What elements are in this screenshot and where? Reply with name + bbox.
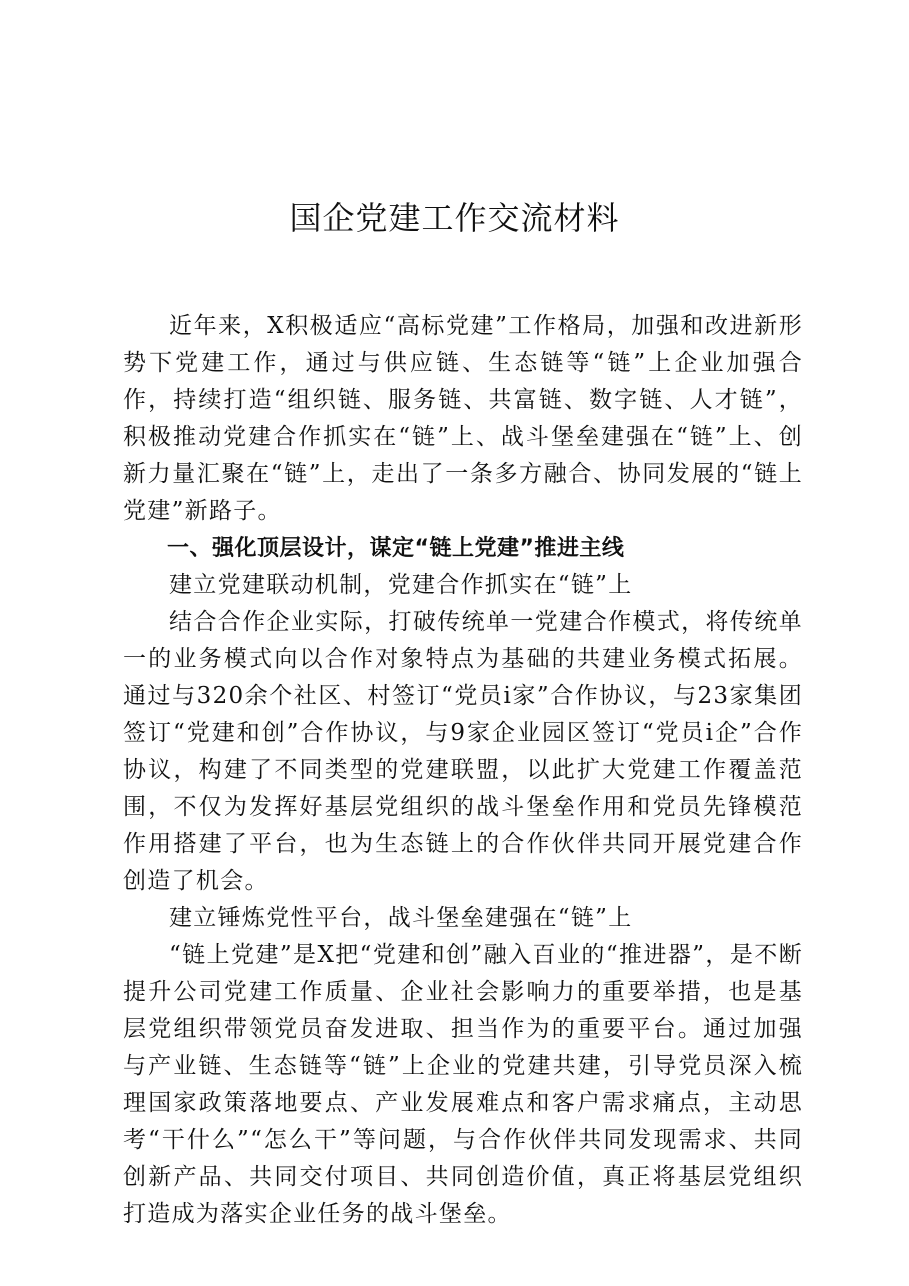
document-title: 国企党建工作交流材料 [289,199,620,237]
subheading-party-platform: 建立锤炼党性平台，战斗堡垒建强在“链”上 [169,905,633,931]
body-paragraph-chain-party-building: “链上党建”是X把“党建和创”融入百业的“推进器”，是不断提升公司党建工作质量、企业社会影响力的重要举措，也是基层党组织带领党员奋发进取、担当作为的重要平台。通过加强与产业链、生态链等“链”上企业的党建共建，引导党员深入梳理国家政策落地要点、产业发展难点和客户需求痛点，主动思考“干什么”“怎么干”等问题，与合作伙伴共同发现需求、共同创新产品、共同交付项目、共同创造价值，真正将基层党组织打造成为落实企业任务的战斗堡垒。 [123,942,803,1227]
document-body [123,308,803,1233]
subheading-party-linkage: 建立党建联动机制，党建合作抓实在“链”上 [169,572,633,598]
body-paragraph-cooperation: 结合合作企业实际，打破传统单一党建合作模式，将传统单一的业务模式向以合作对象特点为基础的共建业务模式拓展。通过与320余个社区、村签订“党员i家”合作协议，与23家集团签订“党建和创”合作协议，与9家企业园区签订“党员i企”合作协议，构建了不同类型的党建联盟，以此扩大党建工作覆盖范围，不仅为发挥好基层党组织的战斗堡垒作用和党员先锋模范作用搭建了平台，也为生态链上的合作伙伴共同开展党建合作创造了机会。 [123,609,803,894]
intro-paragraph: 近年来，X积极适应“高标党建”工作格局，加强和改进新形势下党建工作，通过与供应链、生态链等“链”上企业加强合作，持续打造“组织链、服务链、共富链、数字链、人才链”，积极推动党建合作抓实在“链”上、战斗堡垒建强在“链”上、创新力量汇聚在“链”上，走出了一条多方融合、协同发展的“链上党建”新路子。 [123,313,803,524]
section-heading: 一、强化顶层设计，谋定“链上党建”推进主线 [167,536,625,561]
